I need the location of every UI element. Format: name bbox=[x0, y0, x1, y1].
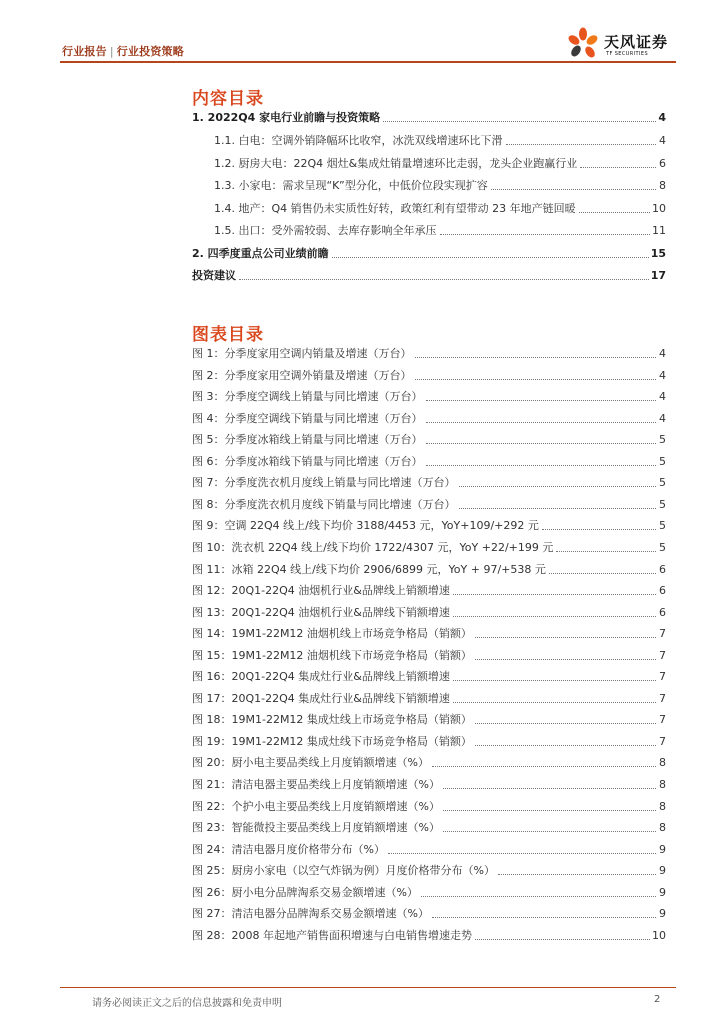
figure-entry-page: 4 bbox=[659, 390, 666, 403]
toc-entry[interactable] bbox=[214, 178, 666, 194]
figure-entry[interactable] bbox=[192, 777, 666, 793]
figure-entry-page: 4 bbox=[659, 369, 666, 382]
dot-leader bbox=[491, 189, 656, 190]
figure-entry-page: 7 bbox=[659, 649, 666, 662]
toc-entry-page: 10 bbox=[652, 202, 666, 215]
dot-leader bbox=[440, 234, 651, 235]
toc-entry-text: 1.1. 白电：空调外销降幅环比收窄，冰洗双线增速环比下滑 bbox=[214, 134, 503, 147]
figure-entry-page: 4 bbox=[659, 412, 666, 425]
figure-entry-page: 5 bbox=[659, 433, 666, 446]
toc-entry-page: 8 bbox=[659, 179, 666, 192]
dot-leader bbox=[475, 723, 656, 724]
figure-entry[interactable] bbox=[192, 820, 666, 836]
toc-entry[interactable] bbox=[214, 201, 666, 217]
figure-entry[interactable] bbox=[192, 497, 666, 513]
dot-leader bbox=[453, 680, 656, 681]
toc-entry[interactable] bbox=[192, 110, 666, 126]
figure-entry[interactable] bbox=[192, 626, 666, 642]
report-type-header bbox=[62, 43, 184, 59]
dot-leader bbox=[542, 529, 656, 530]
dot-leader bbox=[453, 616, 656, 617]
figure-entry-page: 7 bbox=[659, 692, 666, 705]
figure-entry-page: 9 bbox=[659, 907, 666, 920]
figure-entry[interactable] bbox=[192, 346, 666, 362]
header-separator: | bbox=[109, 45, 114, 58]
dot-leader bbox=[580, 167, 656, 168]
figure-entry[interactable] bbox=[192, 928, 666, 944]
figure-entry-text: 图 14：19M1-22M12 油烟机线上市场竞争格局（销额） bbox=[192, 627, 472, 640]
figure-entry-text: 图 23：智能微投主要品类线上月度销额增速（%） bbox=[192, 821, 440, 834]
figure-entry-text: 图 22：个护小电主要品类线上月度销额增速（%） bbox=[192, 800, 440, 813]
dot-leader bbox=[579, 212, 650, 213]
figure-entry[interactable] bbox=[192, 583, 666, 599]
figure-entry[interactable] bbox=[192, 691, 666, 707]
figure-entry-text: 图 25：厨房小家电（以空气炸锅为例）月度价格带分布（%） bbox=[192, 864, 495, 877]
figure-entry-page: 8 bbox=[659, 821, 666, 834]
figure-entry-text: 图 5：分季度冰箱线上销量与同比增速（万台） bbox=[192, 433, 423, 446]
dot-leader bbox=[549, 573, 656, 574]
figure-entry-page: 7 bbox=[659, 670, 666, 683]
footer-divider bbox=[60, 987, 676, 988]
header-divider bbox=[60, 61, 676, 63]
report-category: 行业报告 bbox=[62, 45, 107, 58]
report-subcategory: 行业投资策略 bbox=[116, 45, 184, 58]
figure-entry-text: 图 9：空调 22Q4 线上/线下均价 3188/4453 元，YoY+109/+292 元 bbox=[192, 519, 539, 532]
figure-entry[interactable] bbox=[192, 411, 666, 427]
figure-entry-page: 7 bbox=[659, 713, 666, 726]
toc-entry-page: 4 bbox=[658, 111, 666, 124]
figure-entry[interactable] bbox=[192, 712, 666, 728]
toc-entry[interactable] bbox=[214, 156, 666, 172]
toc-entry[interactable] bbox=[214, 133, 666, 149]
dot-leader bbox=[415, 379, 657, 380]
figure-entry-page: 9 bbox=[659, 864, 666, 877]
figure-entry-page: 8 bbox=[659, 800, 666, 813]
toc-entry-page: 15 bbox=[650, 247, 666, 260]
toc-entry-text: 2. 四季度重点公司业绩前瞻 bbox=[192, 247, 329, 260]
figure-entry[interactable] bbox=[192, 454, 666, 470]
dot-leader bbox=[506, 144, 657, 145]
dot-leader bbox=[432, 917, 656, 918]
figure-entry-text: 图 1：分季度家用空调内销量及增速（万台） bbox=[192, 347, 412, 360]
figure-entry-page: 6 bbox=[659, 584, 666, 597]
figure-entry-text: 图 27：清洁电器分品牌淘系交易金额增速（%） bbox=[192, 907, 429, 920]
dot-leader bbox=[475, 659, 656, 660]
figure-entry[interactable] bbox=[192, 540, 666, 556]
dot-leader bbox=[332, 257, 649, 258]
figure-entry-page: 10 bbox=[652, 929, 666, 942]
toc-entry-page: 6 bbox=[659, 157, 666, 170]
figure-entry[interactable] bbox=[192, 885, 666, 901]
figure-entry[interactable] bbox=[192, 755, 666, 771]
figure-entry-page: 8 bbox=[659, 778, 666, 791]
figure-entry-text: 图 20：厨小电主要品类线上月度销额增速（%） bbox=[192, 756, 429, 769]
dot-leader bbox=[453, 594, 656, 595]
toc-entry-text: 1.3. 小家电：需求呈现“K”型分化，中低价位段实现扩容 bbox=[214, 179, 488, 192]
figure-entry-text: 图 6：分季度冰箱线下销量与同比增速（万台） bbox=[192, 455, 423, 468]
figure-entry-page: 8 bbox=[659, 756, 666, 769]
dot-leader bbox=[426, 443, 657, 444]
page-number: 2 bbox=[654, 994, 661, 1005]
figure-entry[interactable] bbox=[192, 863, 666, 879]
figure-entry-text: 图 18：19M1-22M12 集成灶线上市场竞争格局（销额） bbox=[192, 713, 472, 726]
toc-entry-text: 1.2. 厨房大电：22Q4 烟灶&集成灶销量增速环比走弱，龙头企业跑赢行业 bbox=[214, 157, 578, 170]
figure-entry-page: 9 bbox=[659, 843, 666, 856]
figure-entry-text: 图 15：19M1-22M12 油烟机线下市场竞争格局（销额） bbox=[192, 649, 472, 662]
tf-securities-logo bbox=[566, 25, 676, 65]
figure-entry-text: 图 11：冰箱 22Q4 线上/线下均价 2906/6899 元，YoY + 97/+538 元 bbox=[192, 563, 546, 576]
figure-entry-page: 7 bbox=[659, 627, 666, 640]
figure-entry-text: 图 4：分季度空调线下销量与同比增速（万台） bbox=[192, 412, 423, 425]
figure-entry[interactable] bbox=[192, 605, 666, 621]
figure-entry-text: 图 12：20Q1-22Q4 油烟机行业&品牌线上销额增速 bbox=[192, 584, 450, 597]
figure-entry-page: 7 bbox=[659, 735, 666, 748]
figure-entry[interactable] bbox=[192, 475, 666, 491]
figure-entry[interactable] bbox=[192, 562, 666, 578]
figure-entry-page: 4 bbox=[659, 347, 666, 360]
figure-entry-text: 图 10：洗衣机 22Q4 线上/线下均价 1722/4307 元，YoY +22/+199 元 bbox=[192, 541, 554, 554]
figure-entry-text: 图 3：分季度空调线上销量与同比增速（万台） bbox=[192, 390, 423, 403]
flower-logo-icon bbox=[566, 25, 604, 65]
dot-leader bbox=[453, 702, 656, 703]
dot-leader bbox=[239, 279, 649, 280]
dot-leader bbox=[475, 745, 656, 746]
figure-entry[interactable] bbox=[192, 669, 666, 685]
figure-entry-page: 5 bbox=[659, 455, 666, 468]
toc-entry-text: 投资建议 bbox=[192, 269, 236, 282]
dot-leader bbox=[426, 422, 657, 423]
toc-entry[interactable] bbox=[192, 246, 666, 262]
dot-leader bbox=[383, 121, 656, 122]
toc-entry-page: 4 bbox=[659, 134, 666, 147]
figure-entry[interactable] bbox=[192, 432, 666, 448]
figure-entry-text: 图 21：清洁电器主要品类线上月度销额增速（%） bbox=[192, 778, 440, 791]
figure-entry-page: 6 bbox=[659, 606, 666, 619]
figure-entry[interactable] bbox=[192, 734, 666, 750]
figure-entry-page: 9 bbox=[659, 886, 666, 899]
figure-entry-text: 图 16：20Q1-22Q4 集成灶行业&品牌线上销额增速 bbox=[192, 670, 450, 683]
dot-leader bbox=[443, 831, 656, 832]
figure-entry-page: 5 bbox=[659, 476, 666, 489]
figure-entry-text: 图 19：19M1-22M12 集成灶线下市场竞争格局（销额） bbox=[192, 735, 472, 748]
footer-disclaimer: 请务必阅读正文之后的信息披露和免责申明 bbox=[92, 998, 282, 1009]
figure-entry-page: 5 bbox=[659, 519, 666, 532]
logo-chinese-name: 天风证券 bbox=[604, 33, 669, 51]
figure-entry-text: 图 24：清洁电器月度价格带分布（%） bbox=[192, 843, 385, 856]
figure-entry-page: 5 bbox=[659, 498, 666, 511]
dot-leader bbox=[388, 853, 656, 854]
figure-entry-text: 图 28：2008 年起地产销售面积增速与白电销售增速走势 bbox=[192, 929, 472, 942]
toc-entry-text: 1. 2022Q4 家电行业前瞻与投资策略 bbox=[192, 111, 381, 124]
figure-entry[interactable] bbox=[192, 842, 666, 858]
dot-leader bbox=[475, 637, 656, 638]
figure-entry-text: 图 8：分季度洗衣机月度线下销量与同比增速（万台） bbox=[192, 498, 456, 511]
dot-leader bbox=[426, 400, 657, 401]
dot-leader bbox=[556, 551, 656, 552]
toc-entry-page: 17 bbox=[650, 269, 666, 282]
dot-leader bbox=[443, 810, 656, 811]
figure-entry-text: 图 17：20Q1-22Q4 集成灶行业&品牌线下销额增速 bbox=[192, 692, 450, 705]
dot-leader bbox=[498, 874, 656, 875]
figure-entry-text: 图 13：20Q1-22Q4 油烟机行业&品牌线下销额增速 bbox=[192, 606, 450, 619]
figure-entry[interactable] bbox=[192, 906, 666, 922]
figure-entry-text: 图 26：厨小电分品牌淘系交易金额增速（%） bbox=[192, 886, 418, 899]
toc-entry-text: 1.4. 地产：Q4 销售仍未实质性好转，政策红利有望带动 23 年地产链回暖 bbox=[214, 202, 576, 215]
dot-leader bbox=[475, 939, 650, 940]
dot-leader bbox=[415, 357, 657, 358]
dot-leader bbox=[459, 508, 657, 509]
dot-leader bbox=[426, 465, 657, 466]
figure-entry-text: 图 7：分季度洗衣机月度线上销量与同比增速（万台） bbox=[192, 476, 456, 489]
toc-entry[interactable] bbox=[192, 268, 666, 284]
dot-leader bbox=[421, 896, 656, 897]
figures-title: 图表目录 bbox=[192, 325, 264, 345]
toc-entry-text: 1.5. 出口：受外需较弱、去库存影响全年承压 bbox=[214, 224, 437, 237]
figure-entry[interactable] bbox=[192, 368, 666, 384]
toc-entry-page: 11 bbox=[652, 224, 666, 237]
figure-entry[interactable] bbox=[192, 518, 666, 534]
toc-title: 内容目录 bbox=[192, 89, 264, 109]
toc-entry[interactable] bbox=[214, 223, 666, 239]
figure-entry-page: 5 bbox=[659, 541, 666, 554]
figure-entry-text: 图 2：分季度家用空调外销量及增速（万台） bbox=[192, 369, 412, 382]
figure-entry[interactable] bbox=[192, 389, 666, 405]
dot-leader bbox=[459, 486, 657, 487]
figure-entry[interactable] bbox=[192, 799, 666, 815]
figure-entry[interactable] bbox=[192, 648, 666, 664]
dot-leader bbox=[443, 788, 656, 789]
dot-leader bbox=[432, 766, 656, 767]
logo-english-name: TF SECURITIES bbox=[606, 51, 649, 57]
figure-entry-page: 6 bbox=[659, 563, 666, 576]
